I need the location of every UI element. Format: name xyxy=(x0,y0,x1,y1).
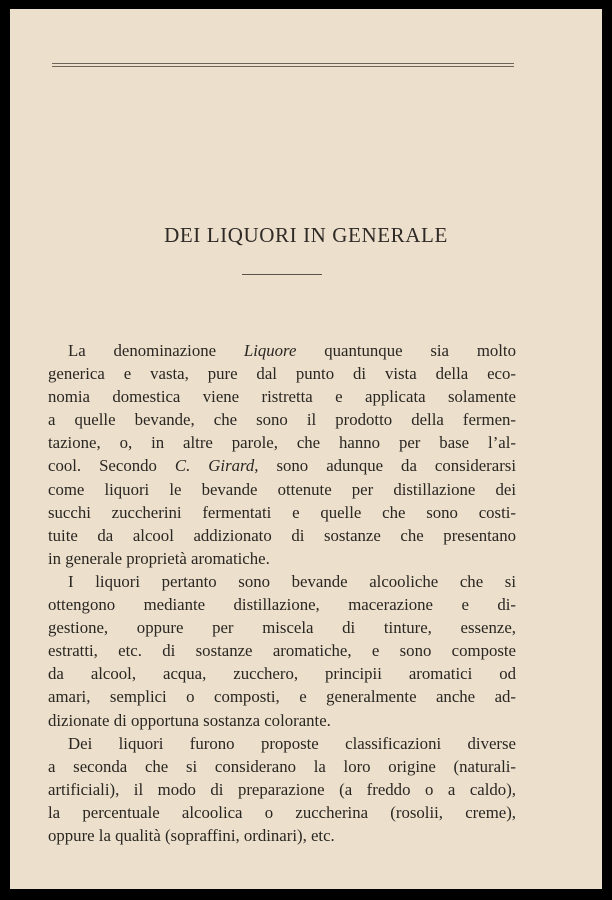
paragraph-line xyxy=(48,685,516,708)
paragraph-line xyxy=(48,362,516,385)
line-text: La denominazione xyxy=(68,341,244,360)
paragraph-line xyxy=(48,709,516,732)
paragraph-line xyxy=(48,570,516,593)
paragraph-line xyxy=(48,778,516,801)
paragraph-line xyxy=(48,639,516,662)
paragraph-line xyxy=(48,385,516,408)
line-text: da alcool, acqua, zucchero, principii aromatici od xyxy=(48,664,516,684)
line-text: dizionate di opportuna sostanza colorante. xyxy=(48,710,331,730)
line-text: nomia domestica viene ristretta e applicata solamente xyxy=(48,387,516,407)
line-text: Dei liquori furono proposte classificazioni diverse xyxy=(68,733,516,753)
chapter-title: DEI LIQUORI IN GENERALE xyxy=(164,223,448,247)
line-text: generica e vasta, pure dal punto di vista della eco- xyxy=(48,364,516,384)
line-text: la percentuale alcoolica o zuccherina (rosolii, creme), xyxy=(48,802,516,822)
line-text: tazione, o, in altre parole, che hanno per base l’al- xyxy=(48,433,516,453)
paragraph-line xyxy=(48,547,516,570)
paragraph-line xyxy=(48,454,516,477)
line-text: amari, semplici o composti, e generalmente anche ad- xyxy=(48,687,516,707)
paragraph-line xyxy=(48,824,516,847)
header-double-rule xyxy=(52,63,514,67)
line-text: gestione, oppure per miscela di tinture, essenze, xyxy=(48,618,516,638)
paragraph-line xyxy=(48,662,516,685)
line-text: a seconda che si considerano la loro origine (naturali- xyxy=(48,756,516,776)
line-text: sono adunque da considerarsi xyxy=(258,456,516,476)
paragraph-line xyxy=(48,524,516,547)
line-text: tuite da alcool addizionato di sostanze che presentano xyxy=(48,525,516,545)
line-text: I liquori pertanto sono bevande alcooliche che si xyxy=(68,571,516,591)
paragraph-line xyxy=(48,616,516,639)
line-text: come liquori le bevande ottenute per distillazione dei xyxy=(48,479,516,499)
book-page xyxy=(10,9,602,889)
paragraph-line xyxy=(48,593,516,616)
paragraph-line xyxy=(48,755,516,778)
line-text: artificiali), il modo di preparazione (a freddo o a caldo), xyxy=(48,779,516,799)
line-text: ottengono mediante distillazione, macerazione e di- xyxy=(48,595,516,615)
paragraph-line xyxy=(48,501,516,524)
paragraph-line xyxy=(48,339,516,362)
title-underline xyxy=(242,274,322,275)
line-text: cool. Secondo xyxy=(48,456,175,476)
line-text: oppure la qualità (sopraffini, ordinari), etc. xyxy=(48,825,335,845)
paragraph-line xyxy=(48,408,516,431)
italic-term: Liquore xyxy=(243,341,297,360)
body-text xyxy=(48,339,516,847)
italic-term: C. Girard, xyxy=(174,456,259,476)
line-text: estratti, etc. di sostanze aromatiche, e sono composte xyxy=(48,641,516,661)
line-text: succhi zuccherini fermentati e quelle che sono costi- xyxy=(48,502,516,522)
line-text: quantunque sia molto xyxy=(296,341,516,360)
line-text: a quelle bevande, che sono il prodotto della fermen- xyxy=(48,410,516,430)
paragraph-line xyxy=(48,801,516,824)
line-text: in generale proprietà aromatiche. xyxy=(48,548,270,568)
paragraph-line xyxy=(48,431,516,454)
paragraph-line xyxy=(48,732,516,755)
paragraph-line xyxy=(48,478,516,501)
